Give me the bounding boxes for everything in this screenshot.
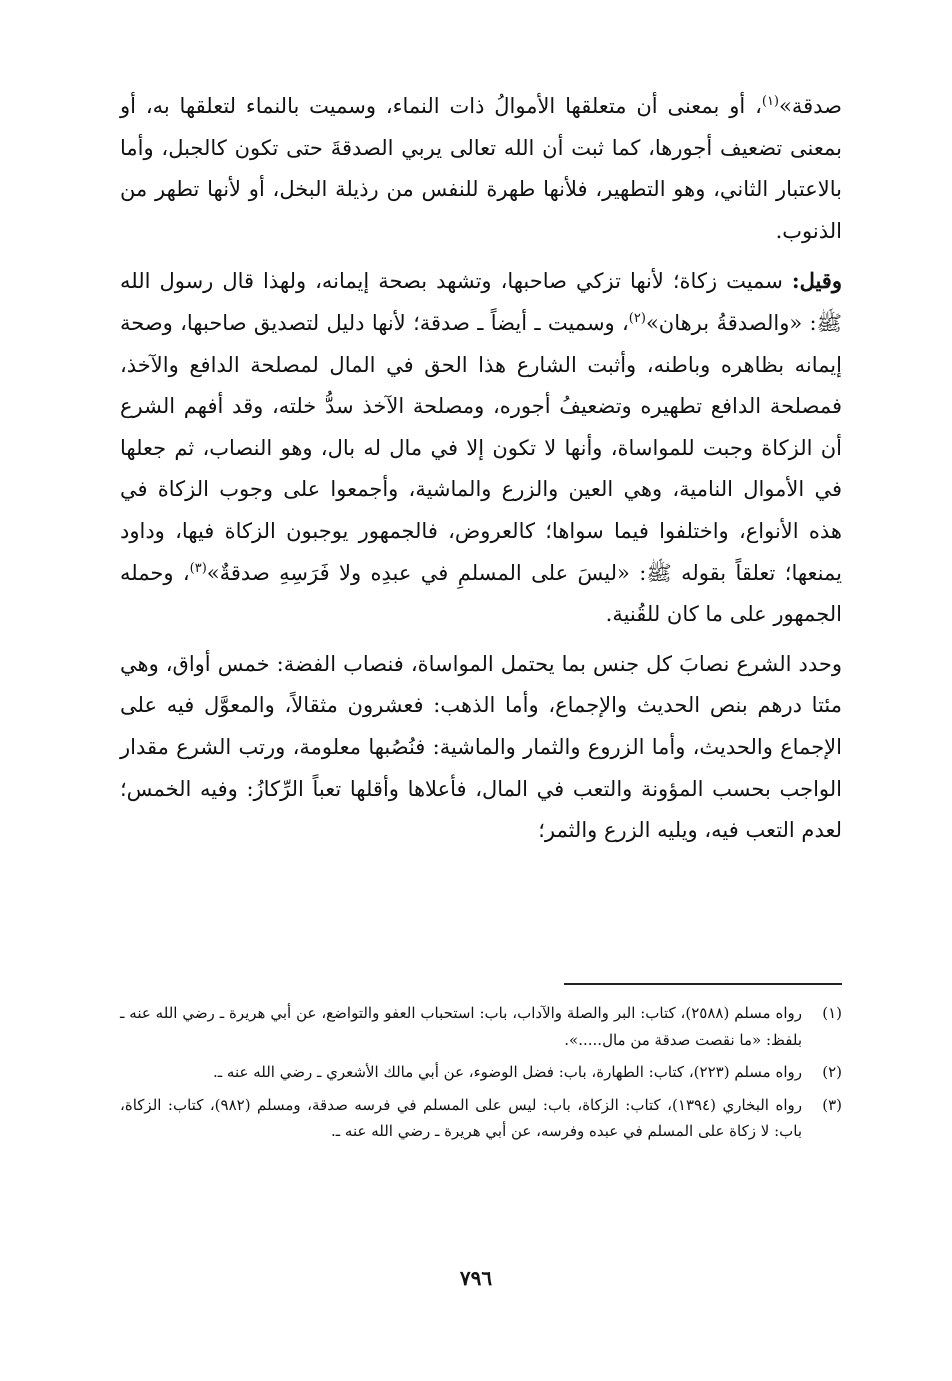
footnote-separator	[564, 983, 842, 985]
paragraph-2	[120, 260, 842, 635]
paragraph-2-part-3: ، وحمله الجمهور على ما كان للقُنية.	[120, 560, 842, 627]
paragraph-2-part-2: ، وسميت ـ أيضاً ـ صدقة؛ لأنها دليل لتصديق صاحبها، وصحة إيمانه بظاهره وباطنه، وأثبت الشارع هذا الحق في المال لمصلحة الدافع والآخذ، فمصلحة الدافع تطهيره وتضعيفُ أجوره، ومصلحة الآخذ سدُّ خلته، وقد أفهم الشرع أن الزكاة وجبت للمواساة، وأنها لا تكون إلا في مال له بال، وهو النصاب، ثم جعلها في الأموال النامية، وهي العين والزرع والماشية، وأجمعوا على وجوب الزكاة في هذه الأنواع، واختلفوا فيما سواها؛ كالعروض، فالجمهور يوجبون الزكاة فيها، وداود يمنعها؛ تعلقاً بقوله ﷺ: «ليسَ على المسلمِ في عبدِه ولا فَرَسِهِ صدقةٌ»	[120, 310, 842, 585]
paragraph-3	[120, 644, 842, 852]
paragraph-1	[120, 86, 842, 252]
paragraph-3-text: وحدد الشرع نصابَ كل جنس بما يحتمل المواساة، فنصاب الفضة: خمس أواق، وهي مئتا درهم بنص الحديث والإجماع، وأما الذهب: فعشرون مثقالاً، والمعوَّل فيه على الإجماع والحديث، وأما الزروع والثمار والماشية: فنُصُبها معلومة، ورتب الشرع مقدار الواجب بحسب المؤونة والتعب في المال، فأعلاها وأقلها تعباً الرِّكازُ: وفيه الخمس؛ لعدم التعب فيه، ويليه الزرع والثمر؛	[120, 651, 842, 843]
footnotes	[120, 1000, 842, 1151]
main-text	[120, 86, 842, 852]
footnote-2-number: (٢)	[822, 1063, 842, 1081]
footnote-2-text: رواه مسلم (٢٢٣)، كتاب: الطهارة، باب: فضل الوضوء، عن أبي مالك الأشعري ـ رضي الله عنه ـ.	[213, 1063, 802, 1081]
footnote-ref-3: (٣)	[189, 560, 207, 576]
footnote-1	[120, 1000, 842, 1053]
footnote-1-text: رواه مسلم (٢٥٨٨)، كتاب: البر والصلة والآداب، باب: استحباب العفو والتواضع، عن أبي هريرة ـ رضي الله عنه ـ بلفظ: «ما نقصت صدقة من مال.....».	[120, 1004, 802, 1049]
footnote-3	[120, 1092, 842, 1145]
footnote-1-number: (١)	[822, 1004, 842, 1022]
paragraph-1-part-1: صدقة»	[779, 94, 842, 118]
page-number: ٧٩٦	[459, 1266, 493, 1290]
footnote-ref-2: (٢)	[628, 310, 646, 326]
paragraph-1-part-2: ، أو بمعنى أن متعلقها الأموالُ ذات النماء، وسميت بالنماء لتعلقها به، أو بمعنى تضعيف أجورها، كما ثبت أن الله تعالى يربي الصدقةَ حتى تكون كالجبل، وأما بالاعتبار الثاني، وهو التطهير، فلأنها طهرة للنفس من رذيلة البخل، أو لأنها تطهر من الذنوب.	[120, 94, 842, 243]
paragraph-2-lead: وقيل:	[791, 268, 842, 294]
footnote-2	[120, 1059, 842, 1086]
footnote-ref-1: (١)	[761, 94, 779, 109]
footnote-3-number: (٣)	[822, 1095, 842, 1114]
footnote-3-text: رواه البخاري (١٣٩٤)، كتاب: الزكاة، باب: ليس على المسلم في فرسه صدقة، ومسلم (٩٨٢)، كتاب: الزكاة، باب: لا زكاة على المسلم في عبده وفرسه، عن أبي هريرة ـ رضي الله عنه ـ.	[120, 1095, 802, 1140]
paragraph-2-part-1: سميت زكاة؛ لأنها تزكي صاحبها، وتشهد بصحة إيمانه، ولهذا قال رسول الله ﷺ: «والصدقةُ برهان»	[120, 269, 842, 335]
